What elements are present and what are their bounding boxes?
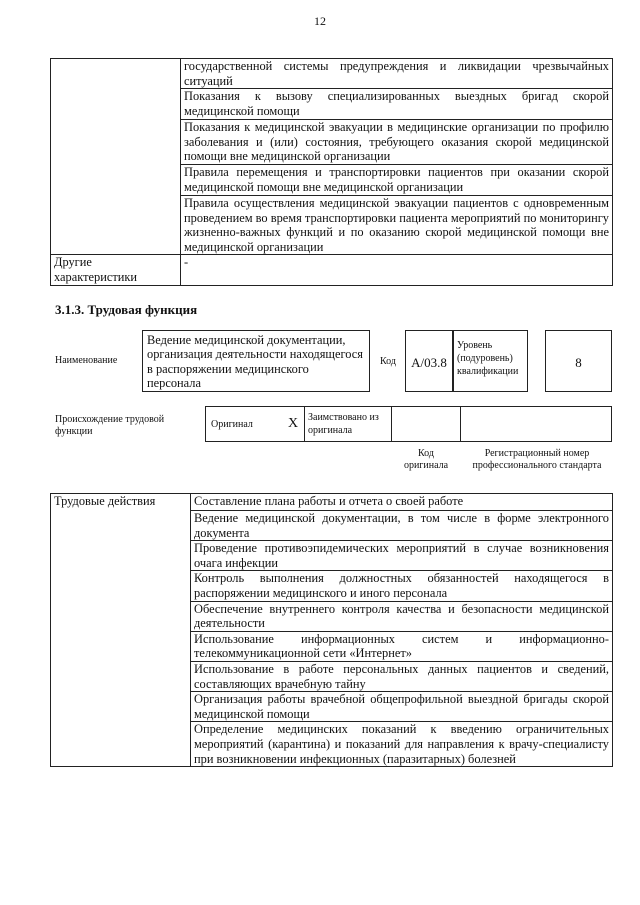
borrowed-box: [304, 406, 392, 442]
table-row: Проведение противоэпидемических мероприятий в случае возникновения очага инфекции: [191, 541, 613, 571]
page-number: 12: [314, 14, 326, 28]
level-label: Уровень (подуровень) квалификации: [457, 340, 519, 377]
original-label: Оригинал: [211, 419, 253, 430]
origin-label: Происхождение трудовой функции: [55, 414, 165, 437]
level-value: 8: [575, 355, 582, 370]
borrowed-label: Заимствовано из оригинала: [308, 412, 379, 436]
original-code-box: [391, 406, 461, 442]
function-name: Ведение медицинской документации, организация деятельности находящегося в распоряжении медицинского персонала: [147, 333, 363, 391]
continuation-table: [50, 58, 613, 286]
original-mark: X: [288, 416, 299, 431]
labor-actions-label: Трудовые действия: [51, 494, 191, 767]
table-row: Контроль выполнения должностных обязанностей находящегося в распоряжении медицинского и иного персонала: [191, 571, 613, 601]
other-characteristics-value: -: [181, 255, 613, 286]
table-row: Определение медицинских показаний к введению ограничительных мероприятий (карантина) и показаний для направления к врачу-специалисту при возникновении инфекционных (паразитарных) болезней: [191, 722, 613, 767]
level-value-box: [545, 330, 612, 392]
name-label: Наименование: [55, 355, 118, 366]
table-row: Использование в работе персональных данных пациентов и сведений, составляющих врачебную тайну: [191, 661, 613, 691]
table-row: Организация работы врачебной общепрофильной выездной бригады скорой медицинской помощи: [191, 692, 613, 722]
table-row: Показания к вызову специализированных выездных бригад скорой медицинской помощи: [181, 89, 613, 120]
code-value: A/03.8: [411, 355, 447, 370]
registration-caption: Регистрационный номер профессионального стандарта: [472, 448, 602, 471]
registration-number-box: [460, 406, 612, 442]
table-row: Обеспечение внутреннего контроля качества и безопасности медицинской деятельности: [191, 601, 613, 631]
other-characteristics-label: Другие характеристики: [51, 255, 181, 286]
empty-label-cell: [51, 59, 181, 255]
code-label: Код: [380, 356, 396, 367]
table-row: Ведение медицинской документации, в том числе в форме электронного документа: [191, 511, 613, 541]
code-box: [405, 330, 453, 392]
labor-actions-table: [50, 493, 613, 767]
code-caption: Код оригинала: [403, 448, 449, 471]
function-name-box: [142, 330, 370, 392]
table-row: Использование информационных систем и информационно-телекоммуникационной сети «Интернет»: [191, 631, 613, 661]
section-heading: 3.1.3. Трудовая функция: [55, 302, 198, 317]
table-row: Составление плана работы и отчета о своей работе: [191, 494, 613, 511]
table-row: государственной системы предупреждения и ликвидации чрезвычайных ситуаций: [181, 59, 613, 89]
table-row: Правила перемещения и транспортировки пациентов при оказании скорой медицинской помощи вне медицинской организации: [181, 164, 613, 195]
level-label-box: [453, 330, 528, 392]
original-box: [205, 406, 305, 442]
table-row: Правила осуществления медицинской эвакуации пациентов с одновременным проведением во время транспортировки пациента мероприятий по мониторингу жизненно-важных функций и по оказанию скорой медицинской помощи вне медицинской организации: [181, 195, 613, 254]
table-row: Показания к медицинской эвакуации в медицинские организации по профилю заболевания и (или) состояния, требующего оказания скорой медицинской помощи вне медицинской организации: [181, 120, 613, 165]
